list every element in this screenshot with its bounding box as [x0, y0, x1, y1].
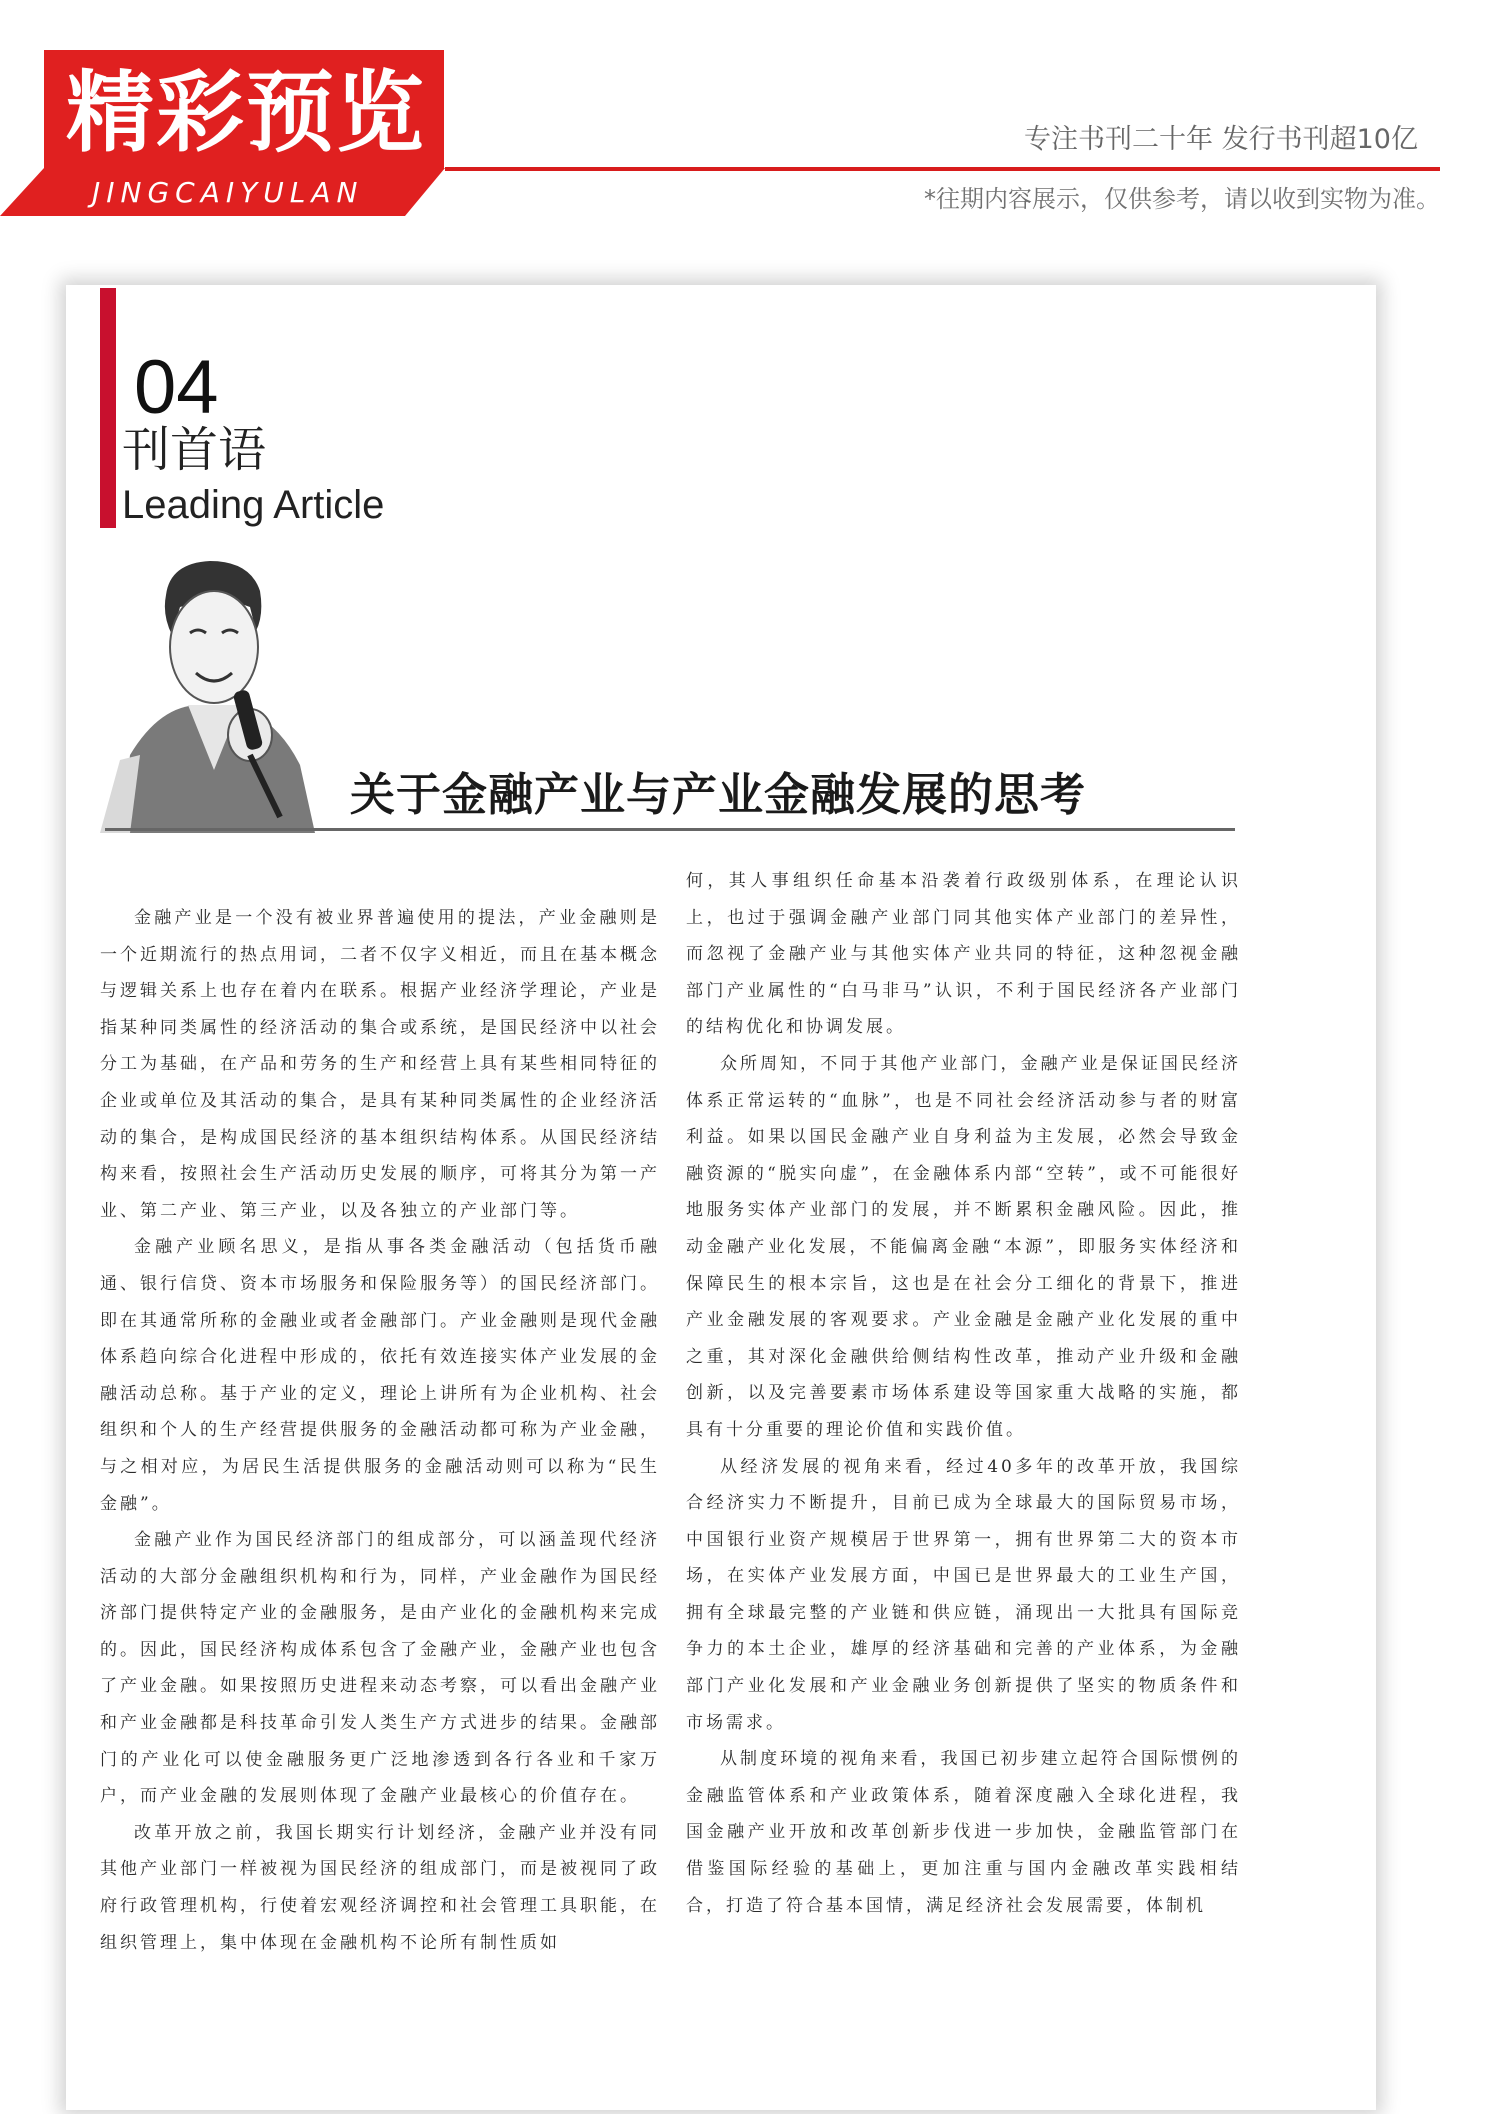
section-name-cn: 刊首语	[122, 422, 267, 478]
banner-subtitle: JINGCAIYULAN	[92, 176, 364, 209]
paragraph: 众所周知，不同于其他产业部门，金融产业是保证国民经济体系正常运转的“血脉”，也是不同社会经济活动参与者的财富利益。如果以国民金融产业自身利益为主发展，必然会导致金融资源的“脱实向虚”，在金融体系内部“空转”，或不可能很好地服务实体产业部门的发展，并不断累积金融风险。因此，推动金融产业化发展，不能偏离金融“本源”，即服务实体经济和保障民生的根本宗旨，这也是在社会分工细化的背景下，推进产业金融发展的客观要求。产业金融是金融产业化发展的重中之重，其对深化金融供给侧结构性改革，推动产业升级和金融创新，以及完善要素市场体系建设等国家重大战略的实施，都具有十分重要的理论价值和实践价值。	[686, 1053, 1241, 1440]
paragraph: 改革开放之前，我国长期实行计划经济，金融产业并没有同其他产业部门一样被视为国民经济的组成部门，而是被视同了政府行政管理机构，行使着宏观经济调控和社会管理工具职能，在组织管理上，集中体现在金融机构不论所有制性质如	[100, 1822, 660, 1953]
title-underline	[105, 828, 1235, 831]
paragraph: 金融产业是一个没有被业界普遍使用的提法，产业金融则是一个近期流行的热点用词，二者不仅字义相近，而且在基本概念与逻辑关系上也存在着内在联系。根据产业经济学理论，产业是指某种同类属性的经济活动的集合或系统，是国民经济中以社会分工为基础，在产品和劳务的生产和经营上具有某些相同特征的企业或单位及其活动的集合，是具有某种同类属性的企业经济活动的集合，是构成国民经济的基本组织结构体系。从国民经济结构来看，按照社会生产活动历史发展的顺序，可将其分为第一产业、第二产业、第三产业，以及各独立的产业部门等。	[100, 908, 660, 1221]
header-divider	[445, 167, 1440, 171]
paragraph: 金融产业作为国民经济部门的组成部分，可以涵盖现代经济活动的大部分金融组织机构和行为，同样，产业金融作为国民经济部门提供特定产业的金融服务，是由产业化的金融机构来完成的。因此，国民经济构成体系包含了金融产业，金融产业也包含了产业金融。如果按照历史进程来动态考察，可以看出金融产业和产业金融都是科技革命引发人类生产方式进步的结果。金融部门的产业化可以使金融服务更广泛地渗透到各行各业和千家万户，而产业金融的发展则体现了金融产业最核心的价值存在。	[100, 1530, 660, 1807]
paragraph: 金融产业顾名思义，是指从事各类金融活动（包括货币融通、银行信贷、资本市场服务和保险服务等）的国民经济部门。即在其通常所称的金融业或者金融部门。产业金融则是现代金融体系趋向综合化进程中形成的，依托有效连接实体产业发展的金融活动总称。基于产业的定义，理论上讲所有为企业机构、社会组织和个人的生产经营提供服务的金融活动都可称为产业金融，与之相对应，为居民生活提供服务的金融活动则可以称为“民生金融”。	[100, 1237, 660, 1514]
section-number: 04	[134, 345, 219, 430]
disclaimer: *往期内容展示，仅供参考，请以收到实物为准。	[924, 185, 1440, 213]
section-accent-bar	[100, 288, 116, 528]
author-portrait-icon	[100, 555, 345, 833]
tagline: 专注书刊二十年 发行书刊超10亿	[1024, 124, 1418, 155]
article-column-left	[100, 900, 660, 1953]
article-title: 关于金融产业与产业金融发展的思考	[350, 768, 1087, 821]
paragraph: 从制度环境的视角来看，我国已初步建立起符合国际惯例的金融监管体系和产业政策体系，随着深度融入全球化进程，我国金融产业开放和改革创新步伐进一步加快，金融监管部门在借鉴国际经验的基础上，更加注重与国内金融改革实践相结合，打造了符合基本国情，满足经济社会发展需要，体制机	[686, 1749, 1241, 1916]
section-name-en: Leading Article	[122, 483, 385, 527]
paragraph: 何，其人事组织任命基本沿袭着行政级别体系，在理论认识上，也过于强调金融产业部门同其他实体产业部门的差异性，而忽视了金融产业与其他实体产业共同的特征，这种忽视金融部门产业属性的“白马非马”认识，不利于国民经济各产业部门的结构优化和协调发展。	[686, 871, 1241, 1038]
article-column-right	[686, 863, 1241, 1918]
banner-title: 精彩预览	[66, 61, 427, 164]
paragraph: 从经济发展的视角来看，经过40多年的改革开放，我国综合经济实力不断提升，目前已成为全球最大的国际贸易市场，中国银行业资产规模居于世界第一，拥有世界第二大的资本市场，在实体产业发展方面，中国已是世界最大的工业生产国，拥有全球最完整的产业链和供应链，涌现出一大批具有国际竞争力的本土企业，雄厚的经济基础和完善的产业体系，为金融部门产业化发展和产业金融业务创新提供了坚实的物质条件和市场需求。	[686, 1456, 1241, 1733]
